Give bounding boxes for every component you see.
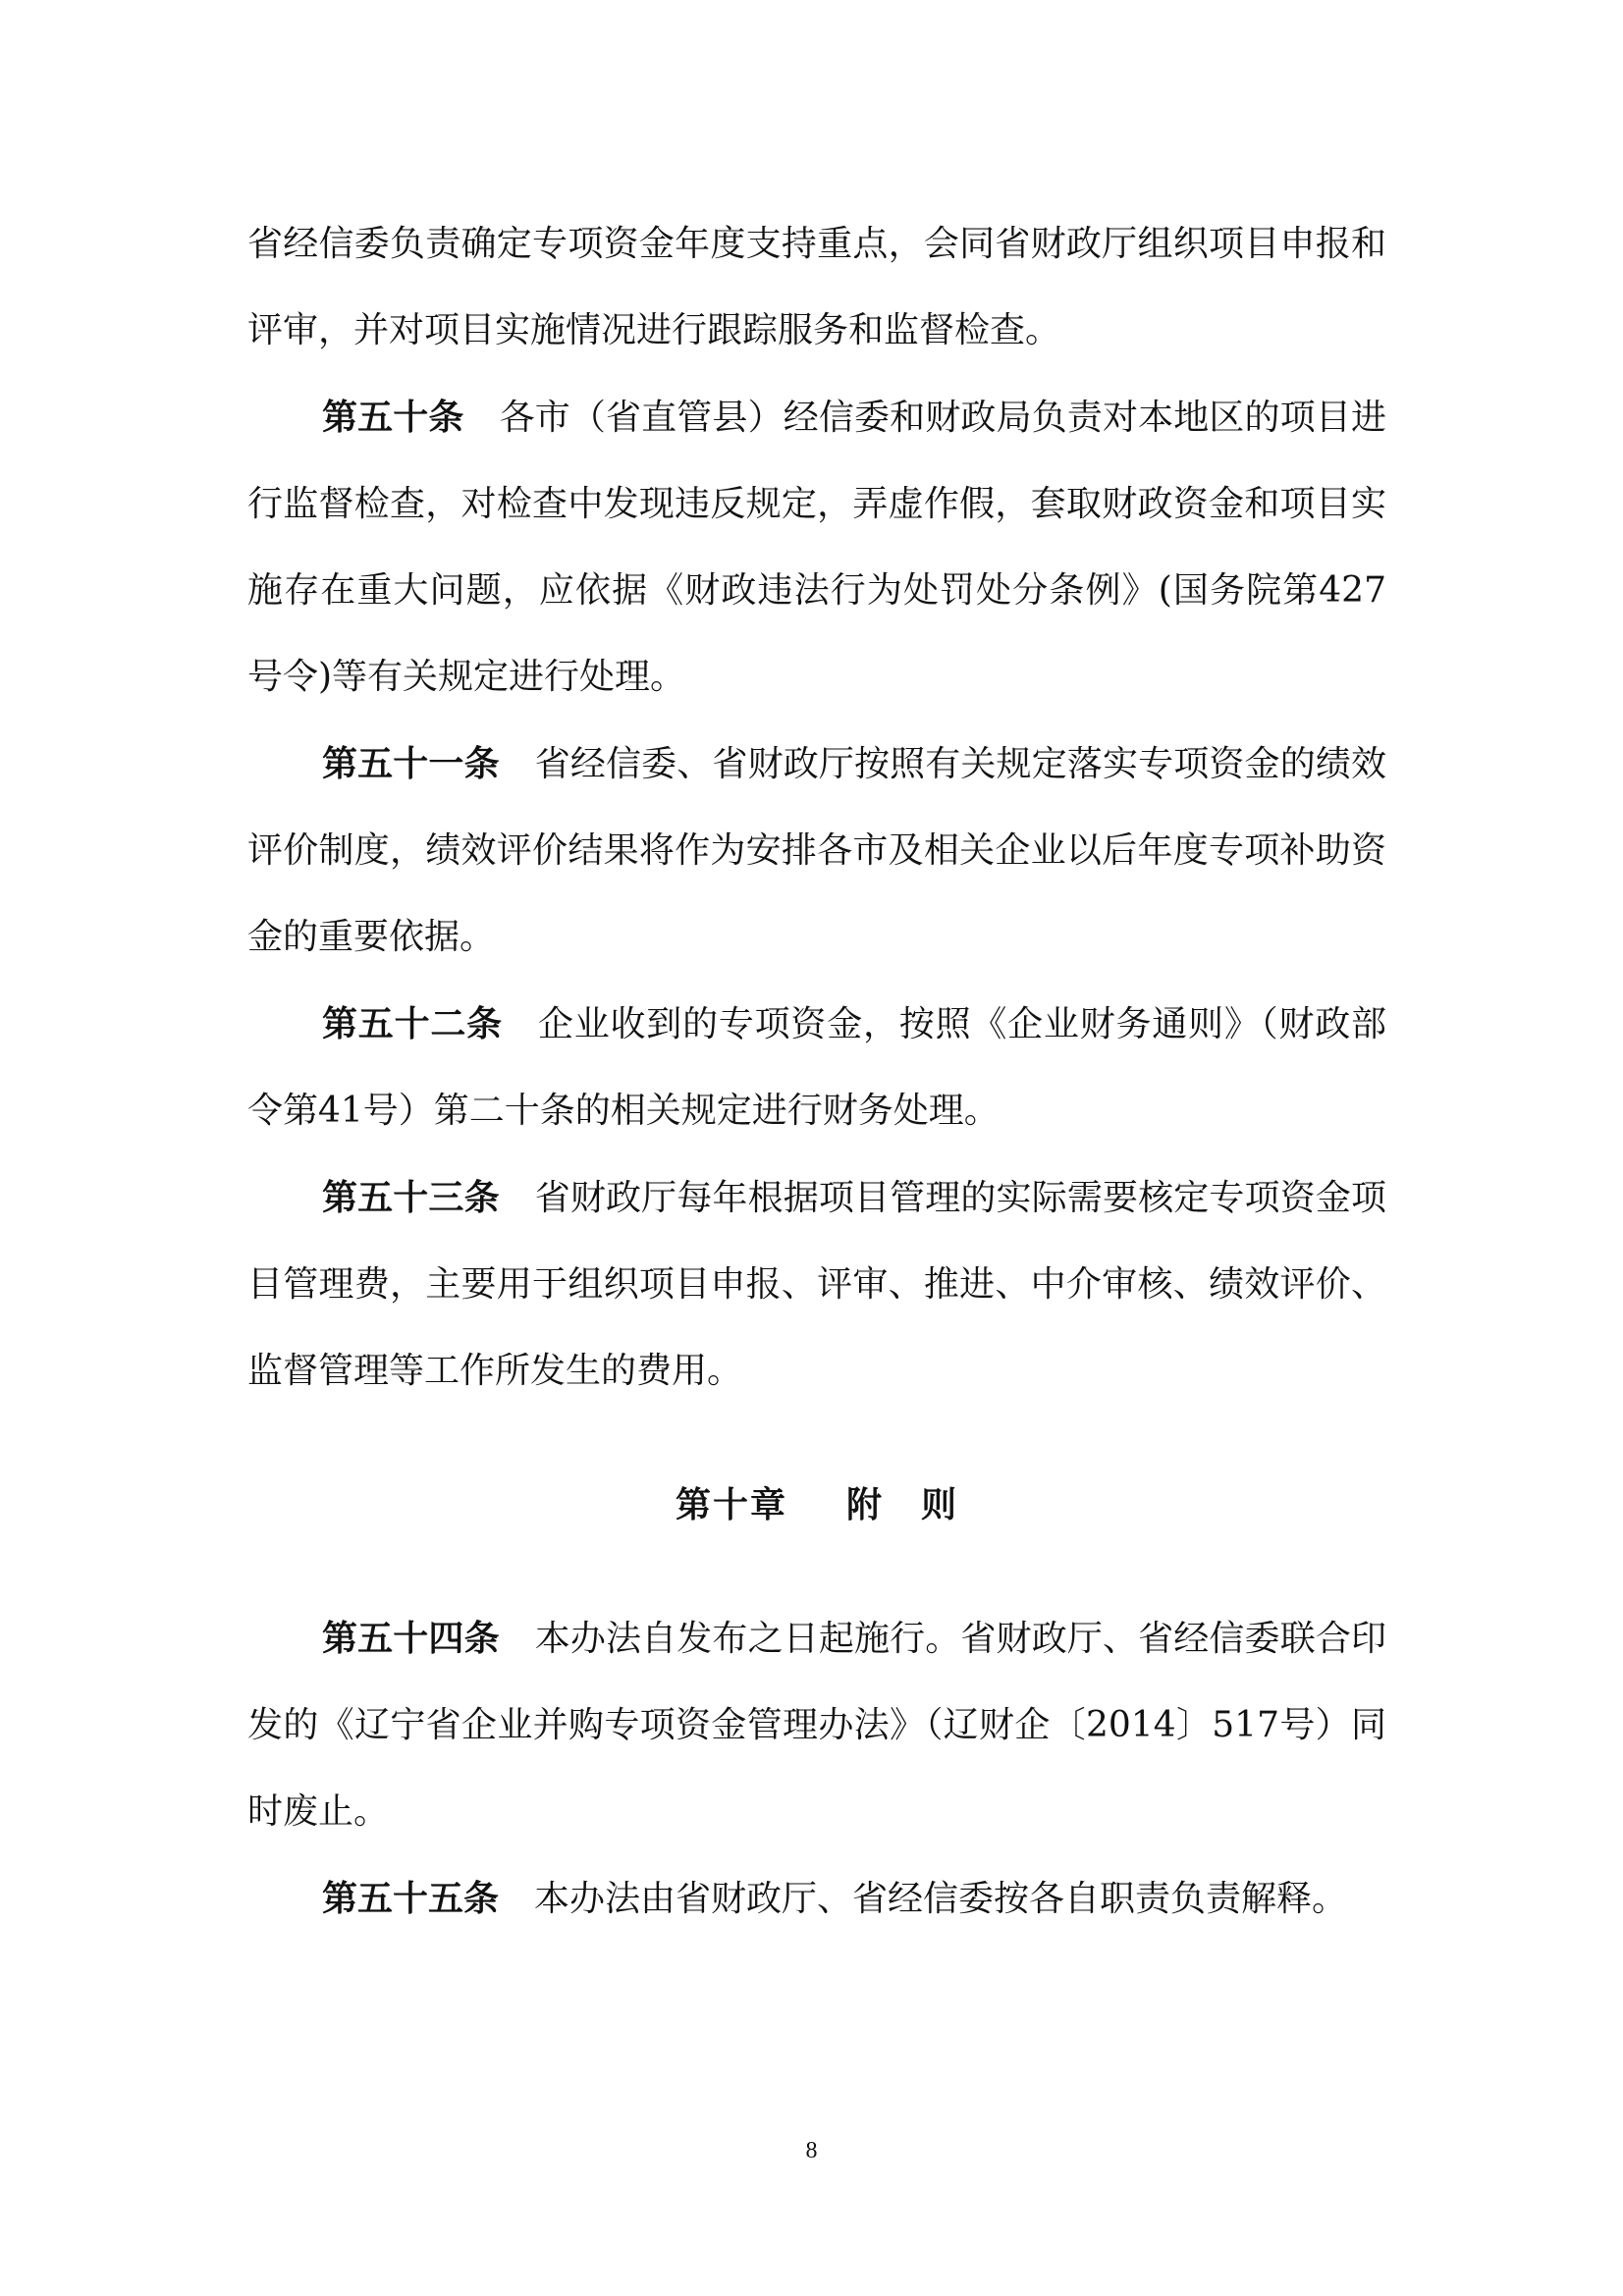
article-label: 第五十五条 <box>322 1878 500 1919</box>
article-text: 企业收到的专项资金，按照《企业财务通则》（财政部令第41号）第二十条的相关规定进行财务处理。 <box>247 1004 1386 1131</box>
chapter-title: 附 则 <box>846 1484 959 1525</box>
article-label: 第五十条 <box>322 397 464 438</box>
article-label: 第五十四条 <box>322 1618 500 1659</box>
article-54 <box>247 1595 1386 1855</box>
article-52 <box>247 981 1386 1154</box>
document-body <box>247 201 1386 1943</box>
chapter-number: 第十章 <box>675 1484 787 1525</box>
article-51 <box>247 721 1386 981</box>
article-53 <box>247 1154 1386 1415</box>
article-text: 省经信委、省财政厅按照有关规定落实专项资金的绩效评价制度，绩效评价结果将作为安排各市及相关企业以后年度专项补助资金的重要依据。 <box>247 744 1386 957</box>
article-50 <box>247 374 1386 721</box>
article-label: 第五十三条 <box>322 1177 500 1218</box>
article-label: 第五十一条 <box>322 743 500 784</box>
article-text: 省财政厅每年根据项目管理的实际需要核定专项资金项目管理费，主要用于组织项目申报、评审、推进、中介审核、绩效评价、监督管理等工作所发生的费用。 <box>247 1178 1386 1391</box>
page-number: 8 <box>805 2138 818 2163</box>
chapter-heading <box>247 1462 1386 1548</box>
continuation-paragraph: 省经信委负责确定专项资金年度支持重点，会同省财政厅组织项目申报和评审，并对项目实施情况进行跟踪服务和监督检查。 <box>247 224 1386 350</box>
article-text: 本办法由省财政厅、省经信委按各自职责负责解释。 <box>534 1879 1348 1919</box>
article-label: 第五十二条 <box>322 1003 503 1044</box>
article-text: 本办法自发布之日起施行。省财政厅、省经信委联合印发的《辽宁省企业并购专项资金管理办法》（辽财企〔2014〕517号）同时废止。 <box>247 1619 1386 1832</box>
article-text: 各市（省直管县）经信委和财政局负责对本地区的项目进行监督检查，对检查中发现违反规定，弄虚作假，套取财政资金和项目实施存在重大问题，应依据《财政违法行为处罚处分条例》(国务院第427号令)等有关规定进行处理。 <box>247 398 1386 697</box>
article-55 <box>247 1855 1386 1943</box>
